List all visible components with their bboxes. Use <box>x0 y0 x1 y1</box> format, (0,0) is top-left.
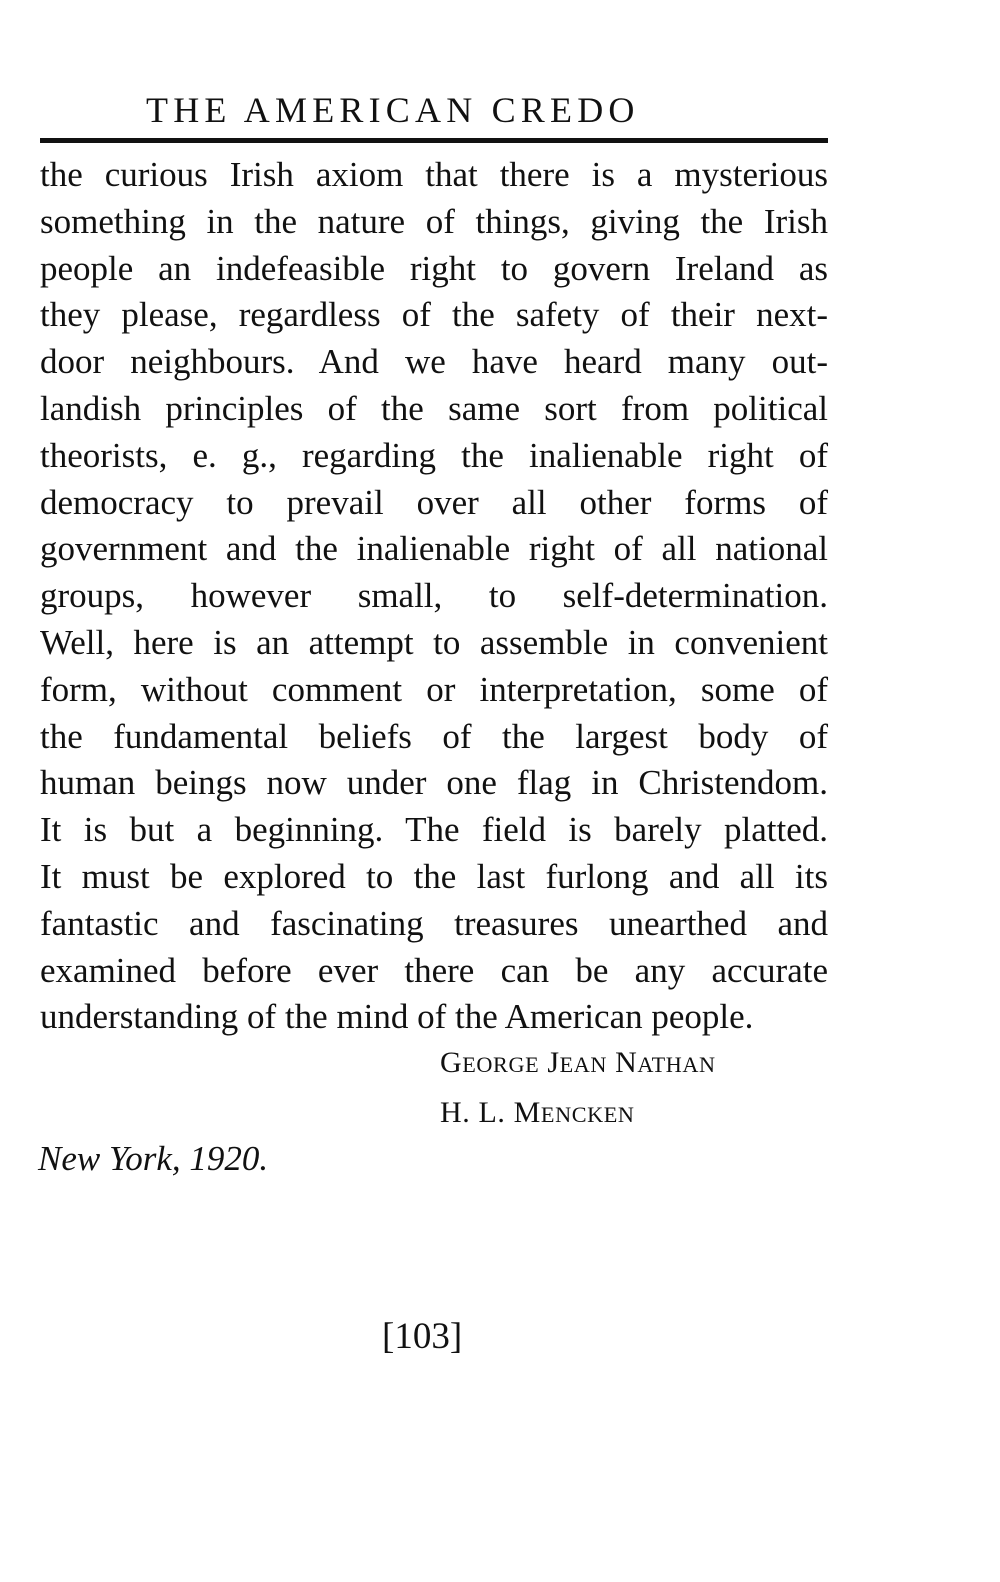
text-line: they please, regardless of the safety of their next- <box>40 295 828 335</box>
text-line: understanding of the mind of the American people. <box>40 997 754 1037</box>
text-line: Well, here is an attempt to assemble in convenient <box>40 622 828 662</box>
text-line: people an indefeasible right to govern Ireland as <box>40 248 828 288</box>
page-number: [103] <box>382 1316 463 1357</box>
text-line: fantastic and fascinating treasures unearthed and <box>40 903 828 943</box>
body-text <box>40 152 828 1041</box>
text-line: examined before ever there can be any accurate <box>40 950 828 990</box>
text-line: something in the nature of things, giving the Irish <box>40 201 828 241</box>
signature-nathan: GEORGE JEAN NATHAN <box>440 1046 716 1079</box>
text-line: human beings now under one flag in Christendom. <box>40 763 828 803</box>
text-line: democracy to prevail over all other forms of <box>40 482 828 522</box>
text-line: the fundamental beliefs of the largest body of <box>40 716 828 756</box>
text-line: groups, however small, to self-determination. <box>40 576 828 616</box>
header-rule <box>40 138 828 143</box>
text-line: door neighbours. And we have heard many out- <box>40 342 828 382</box>
text-line: landish principles of the same sort from political <box>40 388 828 428</box>
signature-mencken: H. L. MENCKEN <box>440 1096 635 1129</box>
text-line: government and the inalienable right of all national <box>40 529 828 569</box>
text-line: It is but a beginning. The field is barely platted. <box>40 810 828 850</box>
text-line: theorists, e. g., regarding the inalienable right of <box>40 435 828 475</box>
text-line: form, without comment or interpretation, some of <box>40 669 828 709</box>
running-header: THE AMERICAN CREDO <box>146 90 640 130</box>
text-line: the curious Irish axiom that there is a mysterious <box>40 155 828 194</box>
place-date: New York, 1920. <box>38 1139 269 1178</box>
text-line: It must be explored to the last furlong and all its <box>40 856 828 896</box>
